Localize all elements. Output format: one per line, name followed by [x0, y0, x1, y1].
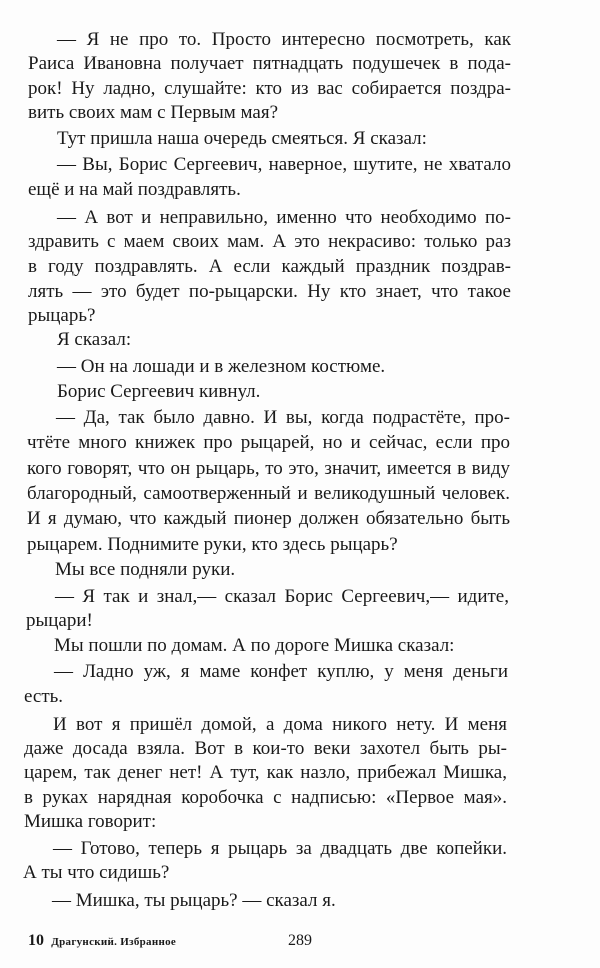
text-line [24, 713, 507, 737]
text-line [26, 558, 509, 582]
text-line-content: — Он на лошади и в железном костюме. [57, 356, 386, 377]
text-line-content: есть. [24, 686, 64, 707]
text-line-content: — Я так и знал,— сказал Борис Сергеевич,— идите, [55, 586, 509, 607]
text-line [28, 101, 511, 125]
text-line-content: — Ладно уж, я маме конфет куплю, у меня деньги [54, 661, 508, 682]
text-line-content: — Готово, теперь я рыцарь за двадцать две копейки. [53, 838, 507, 859]
text-line-content: Тут пришла наша очередь смеяться. Я сказал: [57, 128, 427, 149]
text-line-content: рыцарь? [28, 305, 96, 326]
text-line-content: И вот я пришёл домой, а дома никого нету. И меня [53, 714, 507, 735]
text-line [28, 328, 511, 352]
text-line-content: Борис Сергеевич кивнул. [57, 381, 261, 402]
text-line-content: вить своих мам с Первым мая? [28, 102, 278, 123]
text-line-content: рыцарем. Поднимите руки, кто здесь рыцарь? [27, 534, 398, 555]
text-line [28, 28, 511, 52]
text-line [27, 533, 510, 557]
text-line [25, 634, 508, 658]
text-line-content: даже досада взяла. Вот в кои-то веки захотел быть ры- [24, 738, 507, 759]
text-line [28, 178, 511, 202]
book-title: Драгунский. Избранное [51, 936, 177, 948]
text-line-content: в руках нарядная коробочка с надписью: «Первое мая». [24, 787, 507, 808]
text-line [26, 609, 509, 633]
text-line [28, 77, 511, 101]
page-footer [28, 932, 511, 952]
text-line-content: — Да, так было давно. И вы, когда подрастёте, про- [56, 407, 510, 428]
text-line [23, 861, 506, 885]
text-line [28, 280, 511, 304]
text-line-content: благородный, самоотверженный и великодушный человек. [27, 483, 510, 504]
text-line [28, 230, 511, 254]
text-line-content: Раиса Ивановна получает пятнадцать подушечек в пода- [28, 53, 511, 74]
text-line [24, 761, 507, 785]
text-line [28, 255, 511, 279]
text-line-content: рыцари! [26, 610, 93, 631]
text-line-content: в году поздравлять. А если каждый праздник поздрав- [28, 256, 511, 277]
text-line [24, 837, 507, 861]
text-line-content: Мишка говорит: [24, 811, 157, 832]
text-line [25, 660, 508, 684]
text-line-content: Я сказал: [57, 329, 132, 350]
text-line [24, 786, 507, 810]
signature-number: 10 [28, 932, 44, 949]
text-line-content: — А вот и неправильно, именно что необходимо по- [57, 207, 511, 228]
text-line-content: Мы пошли по домам. А по дороге Мишка сказал: [54, 635, 455, 656]
text-line [28, 206, 511, 230]
text-line [28, 153, 511, 177]
text-line-content: ещё и на май поздравлять. [28, 179, 241, 200]
text-line [28, 380, 511, 404]
text-line [28, 355, 511, 379]
text-line [27, 507, 510, 531]
text-line-content: здравить с маем своих мам. А это некрасиво: только раз [28, 231, 511, 252]
text-line [23, 889, 506, 913]
text-line [24, 737, 507, 761]
text-line [24, 685, 507, 709]
text-line-content: — Вы, Борис Сергеевич, наверное, шутите, не хватало [57, 154, 511, 175]
text-line-content: царем, так денег нет! А тут, как назло, прибежал Мишка, [24, 762, 507, 783]
text-line [28, 127, 511, 151]
text-line-content: рок! Ну ладно, слушайте: кто из вас собирается поздра- [28, 78, 511, 99]
text-line [28, 304, 511, 328]
text-line-content: — Мишка, ты рыцарь? — сказал я. [52, 890, 336, 911]
text-line [28, 52, 511, 76]
text-line-content: Мы все подняли руки. [55, 559, 236, 580]
text-line [27, 457, 510, 481]
text-line-content: А ты что сидишь? [23, 862, 170, 883]
text-line [26, 585, 509, 609]
text-line-content: кого говорят, что он рыцарь, то это, значит, имеется в виду [27, 458, 510, 479]
text-line [24, 810, 507, 834]
text-line-content: чтёте много книжек про рыцарей, но и сейчас, если про [27, 432, 510, 453]
text-line-content: И я думаю, что каждый пионер должен обязательно быть [27, 508, 510, 529]
page-number: 289 [288, 932, 312, 949]
text-line [27, 482, 510, 506]
text-line-content: лять — это будет по-рыцарски. Ну кто знает, что такое [28, 281, 511, 302]
text-line-content: — Я не про то. Просто интересно посмотреть, как [57, 29, 511, 50]
text-line [27, 431, 510, 455]
text-line [27, 406, 510, 430]
